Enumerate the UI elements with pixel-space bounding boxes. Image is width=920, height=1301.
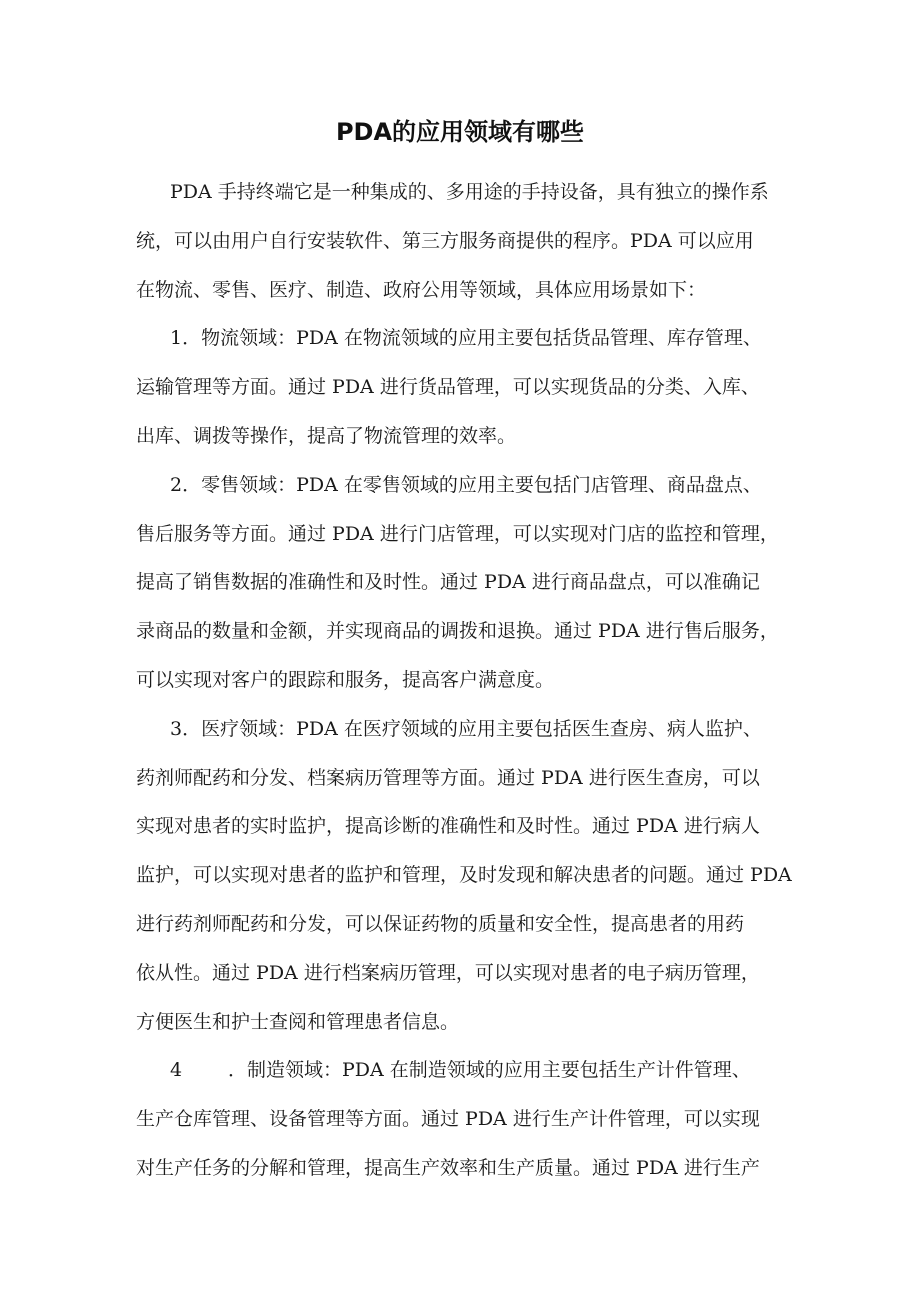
intro-line-1: PDA 手持终端它是一种集成的、多用途的手持设备，具有独立的操作系: [170, 181, 769, 203]
logistics-line-3: 出库、调拨等操作，提高了物流管理的效率。: [136, 424, 517, 447]
manufacturing-line-2: 生产仓库管理、设备管理等方面。通过 PDA 进行生产计件管理，可以实现: [136, 1108, 760, 1131]
medical-line-1: 3．医疗领域：PDA 在医疗领域的应用主要包括医生查房、病人监护、: [170, 717, 762, 740]
manufacturing-number: 4: [170, 1059, 183, 1082]
retail-line-3: 提高了销售数据的准确性和及时性。通过 PDA 进行商品盘点，可以准确记: [136, 571, 760, 594]
medical-line-3: 实现对患者的实时监护，提高诊断的准确性和及时性。通过 PDA 进行病人: [136, 815, 760, 838]
retail-line-1: 2．零售领域：PDA 在零售领域的应用主要包括门店管理、商品盘点、: [170, 473, 762, 496]
manufacturing-line-1: [136, 1046, 796, 1095]
medical-line-6: 依从性。通过 PDA 进行档案病历管理，可以实现对患者的电子病历管理，: [136, 961, 760, 984]
medical-line-5: 进行药剂师配药和分发，可以保证药物的质量和安全性，提高患者的用药: [136, 912, 745, 935]
medical-line-4: 监护，可以实现对患者的监护和管理，及时发现和解决患者的问题。通过 PDA: [136, 864, 792, 887]
retail-line-4: 录商品的数量和金额，并实现商品的调拨和退换。通过 PDA 进行售后服务，: [136, 620, 779, 643]
retail-line-5: 可以实现对客户的跟踪和服务，提高客户满意度。: [136, 668, 555, 691]
medical-line-2: 药剂师配药和分发、档案病历管理等方面。通过 PDA 进行医生查房，可以: [136, 766, 760, 789]
document-title: PDA的应用领域有哪些: [335, 118, 585, 146]
manufacturing-line-3: 对生产任务的分解和管理，提高生产效率和生产质量。通过 PDA 进行生产: [136, 1156, 760, 1179]
logistics-line-1: 1．物流领域：PDA 在物流领域的应用主要包括货品管理、库存管理、: [170, 327, 762, 350]
intro-line-2: 统，可以由用户自行安装软件、第三方服务商提供的程序。PDA 可以应用: [136, 229, 754, 252]
logistics-line-2: 运输管理等方面。通过 PDA 进行货品管理，可以实现货品的分类、入库、: [136, 376, 760, 399]
manufacturing-heading-text: ．制造领域：PDA 在制造领域的应用主要包括生产计件管理、: [228, 1059, 751, 1082]
intro-line-3: 在物流、零售、医疗、制造、政府公用等领域，具体应用场景如下：: [136, 278, 707, 301]
medical-line-7: 方便医生和护士查阅和管理患者信息。: [136, 1010, 460, 1033]
retail-line-2: 售后服务等方面。通过 PDA 进行门店管理，可以实现对门店的监控和管理，: [136, 522, 779, 545]
document-body: [136, 168, 796, 1193]
